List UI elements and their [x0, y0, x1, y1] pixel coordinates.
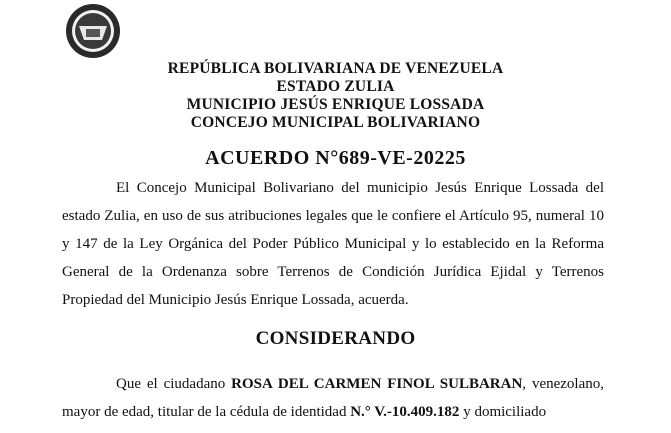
- document-title: ACUERDO N°689-VE-20225: [205, 147, 466, 169]
- considerando-paragraph: [62, 370, 604, 426]
- header-municipality: MUNICIPIO JESÚS ENRIQUE LOSSADA: [186, 96, 485, 113]
- citizen-id: N.° V.-10.409.182: [350, 404, 460, 420]
- para2-middle: , venezolano, mayor de edad, titular de la cédula de identidad: [62, 376, 604, 420]
- para2-suffix: y domiciliado: [459, 404, 547, 420]
- header-state: ESTADO ZULIA: [276, 78, 395, 95]
- header-council: CONCEJO MUNICIPAL BOLIVARIANO: [190, 114, 481, 131]
- considerando-heading: CONSIDERANDO: [255, 328, 416, 349]
- header-republic: REPÚBLICA BOLIVARIANA DE VENEZUELA: [167, 60, 504, 77]
- citizen-name: ROSA DEL CARMEN FINOL SULBARAN: [231, 376, 523, 392]
- intro-paragraph: El Concejo Municipal Bolivariano del municipio Jesús Enrique Lossada del estado Zulia, en uso de sus atribuciones legales que le confiere el Artículo 95, numeral 10 y 147 de la Ley Orgánica del Poder Público Municipal y lo establecido en la Reforma General de la Ordenanza sobre Terrenos de Condición Jurídica Ejidal y Terrenos Propiedad del Municipio Jesús Enrique Lossada, acuerda.: [62, 180, 604, 308]
- para2-prefix: Que el ciudadano: [116, 376, 232, 392]
- municipal-seal-icon: [64, 2, 122, 60]
